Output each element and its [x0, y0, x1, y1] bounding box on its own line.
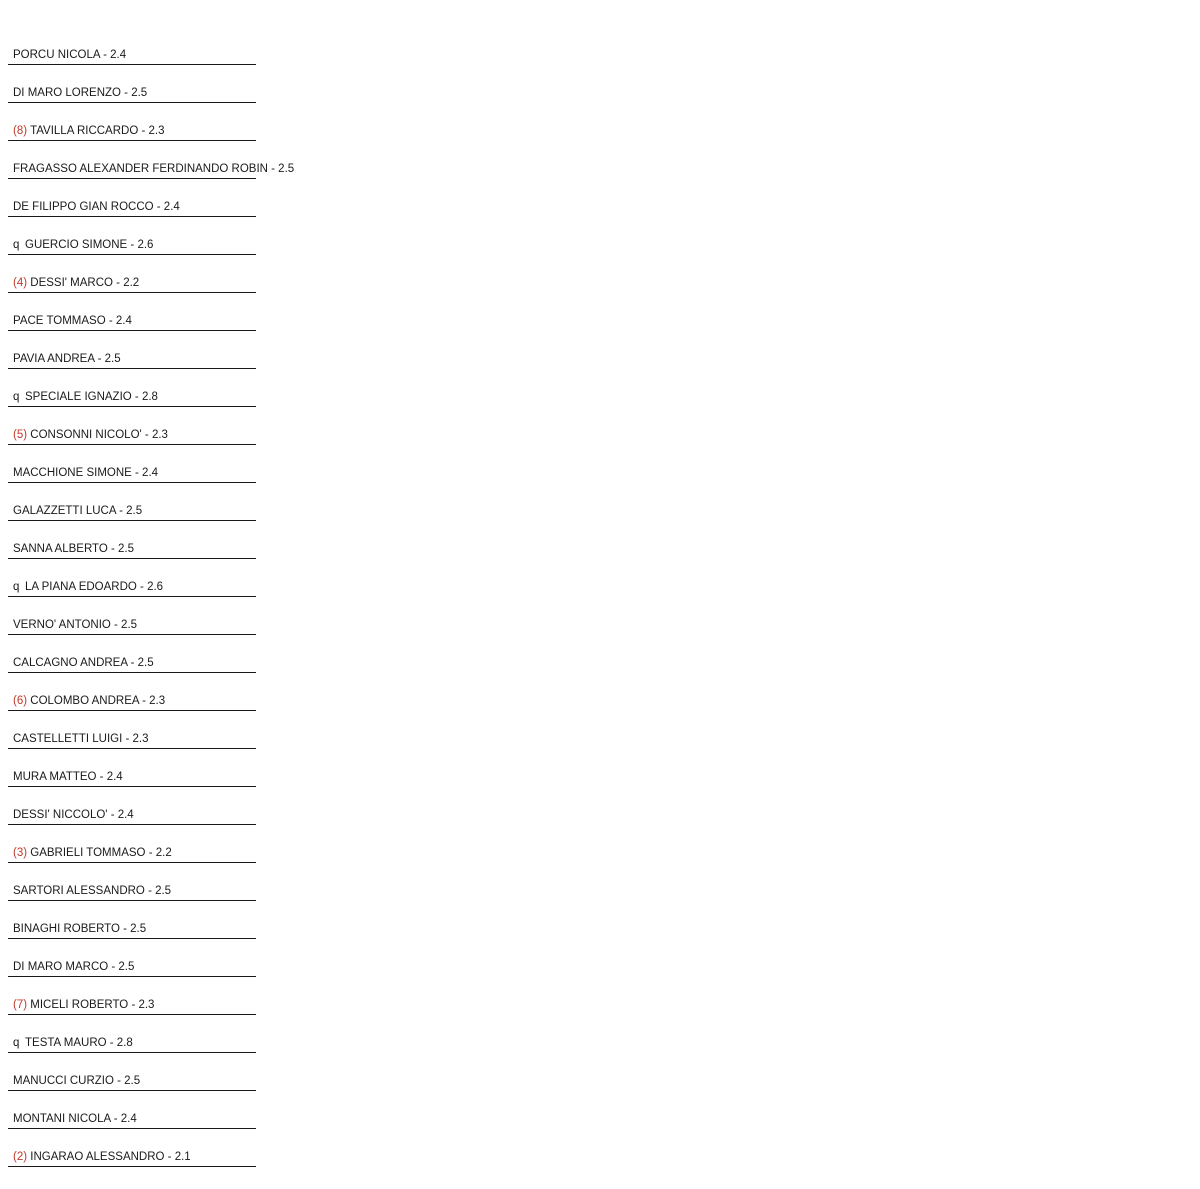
player-name: MACCHIONE SIMONE - 2.4 [13, 467, 159, 479]
player-name: FRAGASSO ALEXANDER FERDINANDO ROBIN - 2.5 [13, 163, 295, 175]
round1-entry [13, 428, 168, 442]
qualifier-marker: q [13, 581, 20, 593]
player-name: MANUCCI CURZIO - 2.5 [13, 1075, 141, 1087]
qualifier-marker: q [13, 1037, 20, 1049]
seed-number: (8) [13, 125, 28, 137]
player-name: DI MARO MARCO - 2.5 [13, 961, 135, 973]
round1-entry [13, 48, 126, 62]
round1-entry [13, 86, 147, 100]
seed-number: (7) [13, 999, 28, 1011]
round1-entry [13, 1036, 133, 1050]
player-name: MONTANI NICOLA - 2.4 [13, 1113, 137, 1125]
round1-entry [13, 124, 164, 138]
qualifier-marker: q [13, 391, 20, 403]
player-name: MURA MATTEO - 2.4 [13, 771, 123, 783]
round1-entry [13, 618, 137, 632]
seed-number: (4) [13, 277, 28, 289]
round1-entry [13, 770, 123, 784]
player-name: GUERCIO SIMONE - 2.6 [25, 239, 154, 251]
player-name: INGARAO ALESSANDRO - 2.1 [30, 1151, 191, 1163]
round1-entry [13, 276, 139, 290]
round1-entry [13, 846, 172, 860]
round1-entry [13, 998, 154, 1012]
round1-entry [13, 352, 121, 366]
seed-number: (2) [13, 1151, 28, 1163]
player-name: CONSONNI NICOLO' - 2.3 [30, 429, 168, 441]
seed-number: (3) [13, 847, 28, 859]
player-name: GALAZZETTI LUCA - 2.5 [13, 505, 143, 517]
player-name: SARTORI ALESSANDRO - 2.5 [13, 885, 172, 897]
player-name: CALCAGNO ANDREA - 2.5 [13, 657, 154, 669]
player-name: PAVIA ANDREA - 2.5 [13, 353, 121, 365]
round1-entry [13, 808, 134, 822]
player-name: GABRIELI TOMMASO - 2.2 [30, 847, 172, 859]
round1-entry [13, 162, 294, 176]
round1-entry [13, 238, 153, 252]
player-name: DE FILIPPO GIAN ROCCO - 2.4 [13, 201, 180, 213]
round1-entry [13, 314, 132, 328]
player-name: VERNO' ANTONIO - 2.5 [13, 619, 138, 631]
player-name: DI MARO LORENZO - 2.5 [13, 87, 148, 99]
round1-entry [13, 960, 134, 974]
player-name: DESSI' NICCOLO' - 2.4 [13, 809, 134, 821]
qualifier-marker: q [13, 239, 20, 251]
round1-entry [13, 542, 134, 556]
round1-entry [13, 504, 142, 518]
round1-entry [13, 200, 180, 214]
round1-entry [13, 732, 148, 746]
player-name: BINAGHI ROBERTO - 2.5 [13, 923, 147, 935]
player-name: CASTELLETTI LUIGI - 2.3 [13, 733, 149, 745]
player-name: PORCU NICOLA - 2.4 [13, 49, 127, 61]
player-name: SPECIALE IGNAZIO - 2.8 [25, 391, 158, 403]
player-name: SANNA ALBERTO - 2.5 [13, 543, 135, 555]
player-name: TAVILLA RICCARDO - 2.3 [30, 125, 165, 137]
seed-number: (6) [13, 695, 28, 707]
player-name: TESTA MAURO - 2.8 [25, 1037, 133, 1049]
round1-entry [13, 390, 158, 404]
player-name: COLOMBO ANDREA - 2.3 [30, 695, 166, 707]
round1-entry [13, 884, 171, 898]
player-name: MICELI ROBERTO - 2.3 [30, 999, 155, 1011]
round1-entry [13, 922, 146, 936]
seed-number: (5) [13, 429, 28, 441]
player-name: LA PIANA EDOARDO - 2.6 [25, 581, 164, 593]
round1-entry [13, 1074, 140, 1088]
round1-entry [13, 1150, 191, 1164]
round1-entry [13, 580, 163, 594]
round1-entry [13, 656, 154, 670]
round1-entry [13, 694, 165, 708]
player-name: DESSI' MARCO - 2.2 [30, 277, 140, 289]
player-name: PACE TOMMASO - 2.4 [13, 315, 132, 327]
round1-entry [13, 1112, 137, 1126]
round1-entry [13, 466, 158, 480]
